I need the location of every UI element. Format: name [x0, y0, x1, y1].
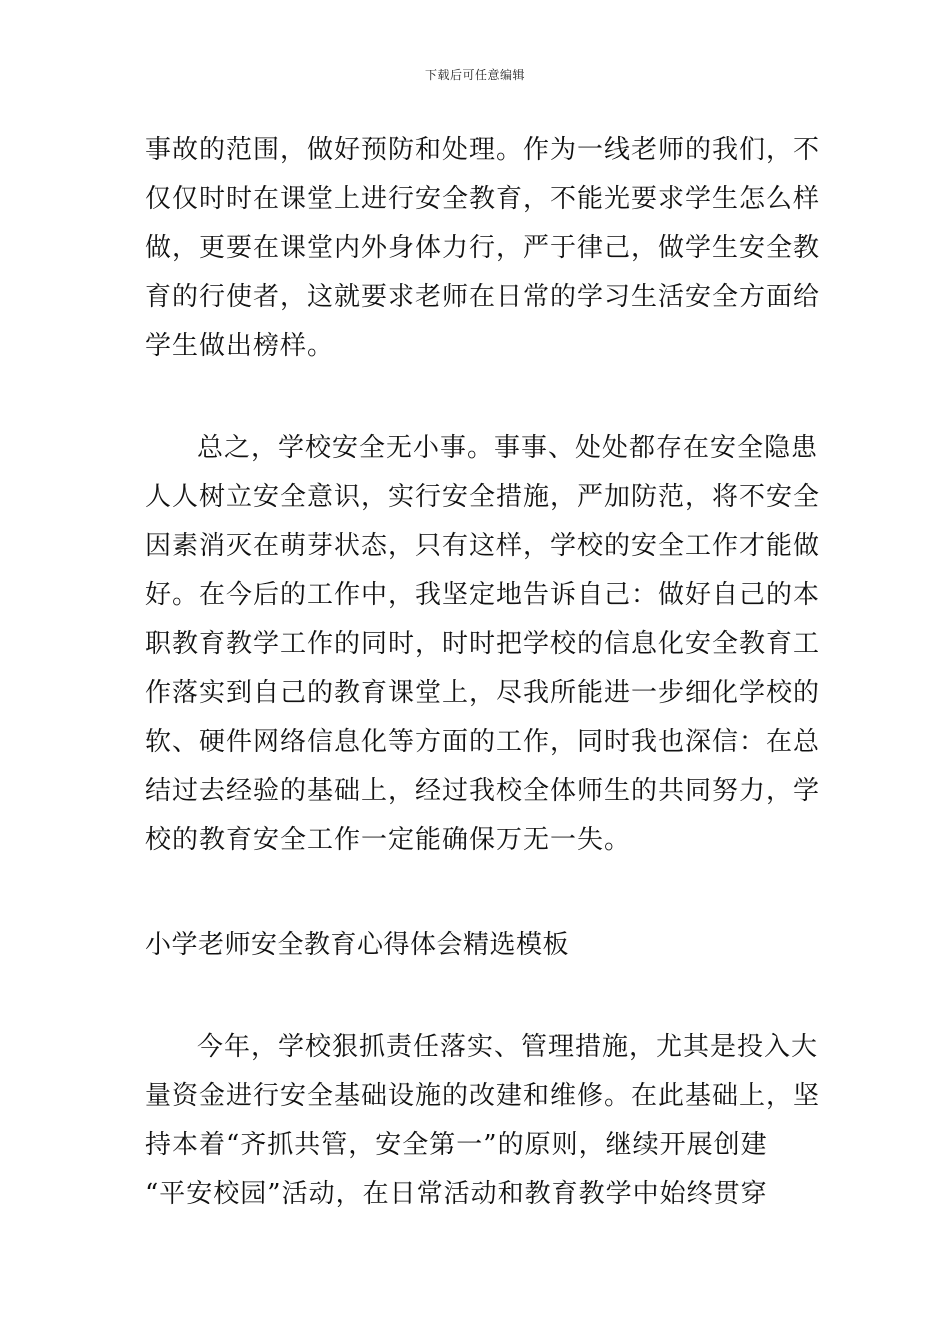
paragraph-line: 结过去经验的基础上，经过我校全体师生的共同努力，学 — [145, 776, 821, 806]
paragraph-line: 作落实到自己的教育课堂上，尽我所能进一步细化学校的 — [145, 678, 821, 708]
page-header-note: 下载后可任意编辑 — [424, 68, 525, 82]
paragraph-line: 职教育教学工作的同时，时时把学校的信息化安全教育工 — [145, 629, 821, 659]
paragraph-line: 育的行使者，这就要求老师在日常的学习生活安全方面给 — [145, 282, 821, 312]
paragraph-line: 今年，学校狠抓责任落实、管理措施，尤其是投入大 — [197, 1032, 819, 1062]
section-title: 小学老师安全教育心得体会精选模板 — [145, 930, 570, 960]
paragraph-line: 做，更要在课堂内外身体力行，严于律己，做学生安全教 — [145, 233, 821, 263]
paragraph-2 — [145, 424, 821, 865]
paragraph-line: 事故的范围，做好预防和处理。作为一线老师的我们，不 — [145, 135, 821, 165]
paragraph-line: 人人树立安全意识，实行安全措施，严加防范，将不安全 — [145, 482, 821, 512]
paragraph-line: 因素消灭在萌芽状态，只有这样，学校的安全工作才能做 — [145, 531, 821, 561]
paragraph-1 — [145, 126, 821, 371]
paragraph-line: 持本着“齐抓共管，安全第一”的原则，继续开展创建 — [145, 1130, 768, 1160]
paragraph-line: 软、硬件网络信息化等方面的工作，同时我也深信：在总 — [145, 727, 821, 757]
paragraph-line: 量资金进行安全基础设施的改建和维修。在此基础上，坚 — [145, 1081, 821, 1111]
paragraph-line: 总之，学校安全无小事。事事、处处都存在安全隐患 — [197, 433, 819, 463]
paragraph-line: 校的教育安全工作一定能确保万无一失。 — [145, 825, 632, 855]
paragraph-line: 好。在今后的工作中，我坚定地告诉自己：做好自己的本 — [145, 580, 821, 610]
paragraph-line: 学生做出榜样。 — [145, 331, 335, 361]
paragraph-line: 仅仅时时在课堂上进行安全教育，不能光要求学生怎么样 — [145, 184, 821, 214]
paragraph-line: “平安校园”活动，在日常活动和教育教学中始终贯穿 — [145, 1179, 768, 1209]
paragraph-3 — [145, 1023, 821, 1219]
